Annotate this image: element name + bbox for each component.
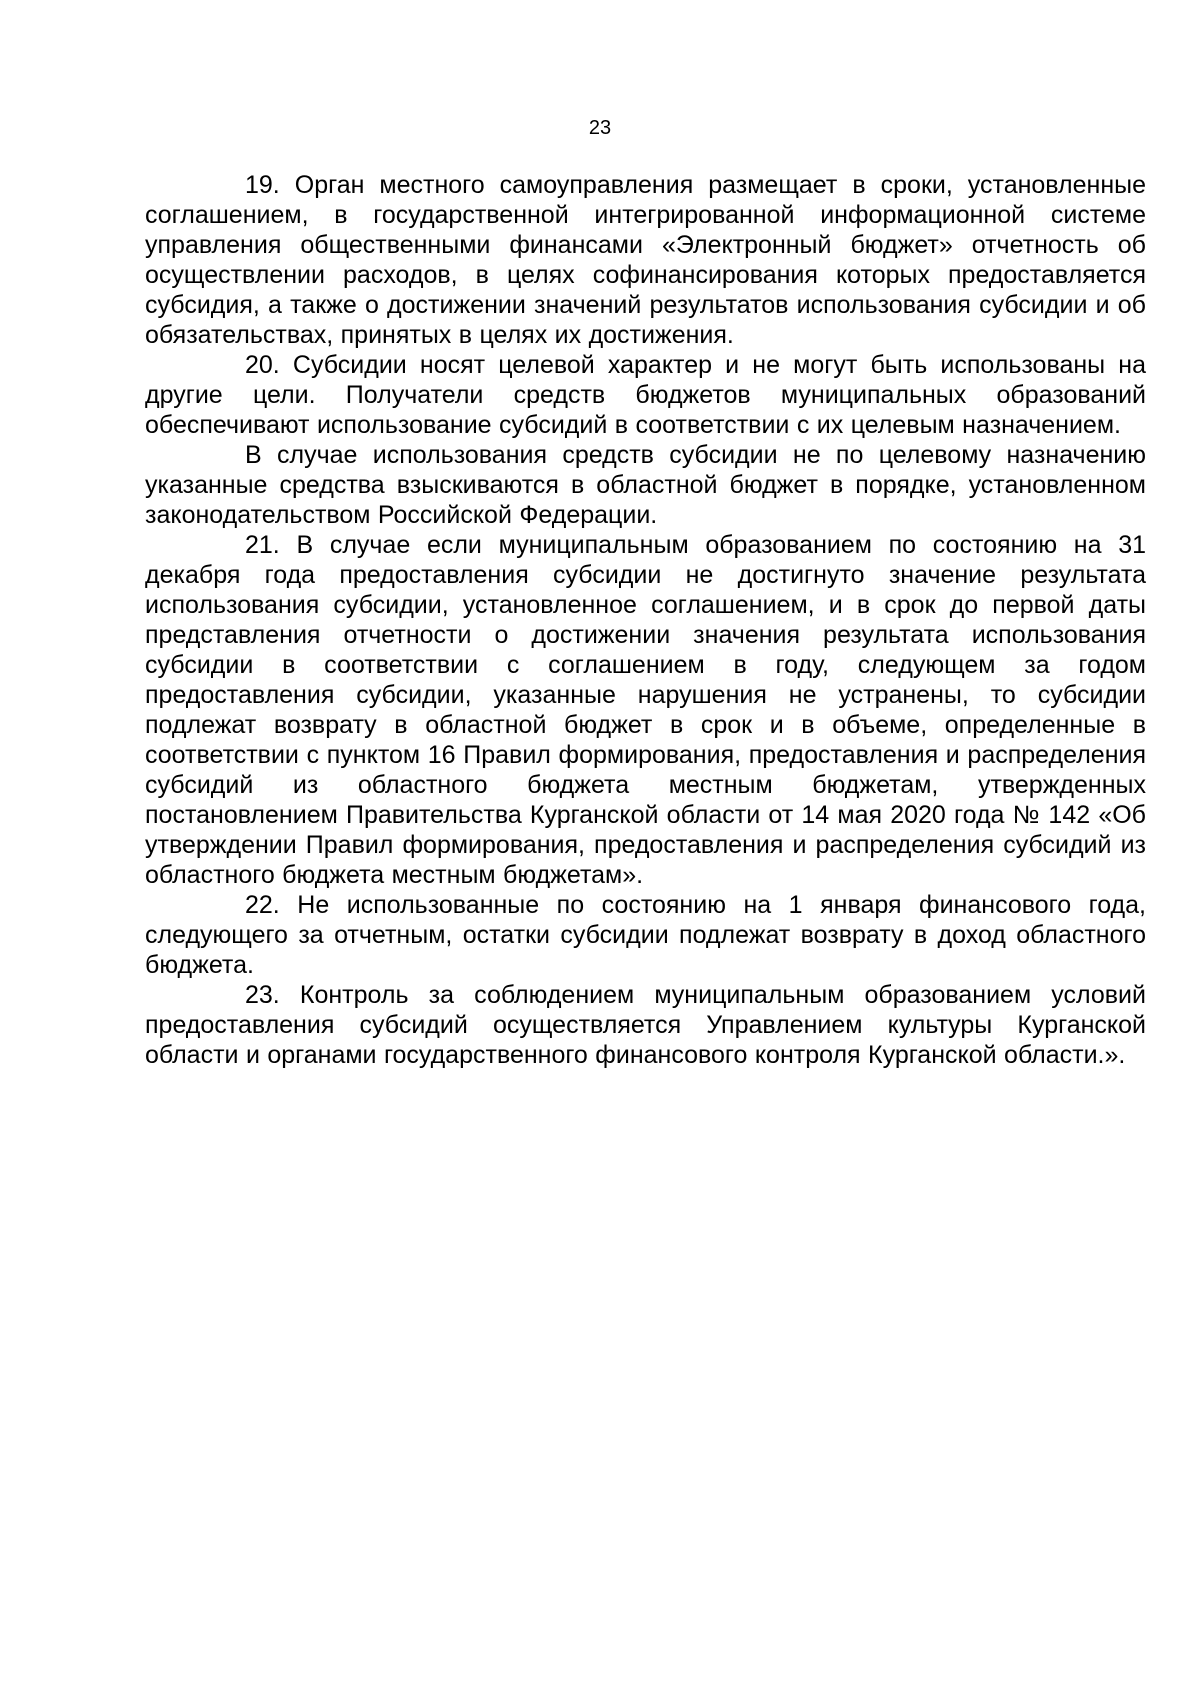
document-body (145, 170, 1146, 1070)
paragraph-22: 22. Не использованные по состоянию на 1 января финансового года, следующего за отчетным, остатки субсидии подлежат возврату в доход областного бюджета. (145, 891, 1146, 979)
paragraph-23: 23. Контроль за соблюдением муниципальным образованием условий предоставления субсидий осуществляется Управлением культуры Курганской области и органами государственного финансового контроля Курганской области.». (145, 981, 1146, 1069)
paragraph-20-continued: В случае использования средств субсидии не по целевому назначению указанные средства взыскиваются в областной бюджет в порядке, установленном законодательством Российской Федерации. (145, 441, 1146, 529)
paragraph-19: 19. Орган местного самоуправления размещает в сроки, установленные соглашением, в государственной интегрированной информационной системе управления общественными финансами «Электронный бюджет» отчетность об осуществлении расходов, в целях софинансирования которых предоставляется субсидия, а также о достижении значений результатов использования субсидии и об обязательствах, принятых в целях их достижения. (145, 171, 1146, 349)
paragraph-20: 20. Субсидии носят целевой характер и не могут быть использованы на другие цели. Получатели средств бюджетов муниципальных образований обеспечивают использование субсидий в соответствии с их целевым назначением. (145, 351, 1146, 439)
page-number: 23 (588, 117, 612, 139)
paragraph-21: 21. В случае если муниципальным образованием по состоянию на 31 декабря года предоставления субсидии не достигнуто значение результата использования субсидии, установленное соглашением, и в срок до первой даты представления отчетности о достижении значения результата использования субсидии в соответствии с соглашением в году, следующем за годом предоставления субсидии, указанные нарушения не устранены, то субсидии подлежат возврату в областной бюджет в срок и в объеме, определенные в соответствии с пунктом 16 Правил формирования, предоставления и распределения субсидий из областного бюджета местным бюджетам, утвержденных постановлением Правительства Курганской области от 14 мая 2020 года № 142 «Об утверждении Правил формирования, предоставления и распределения субсидий из областного бюджета местным бюджетам». (145, 531, 1146, 889)
